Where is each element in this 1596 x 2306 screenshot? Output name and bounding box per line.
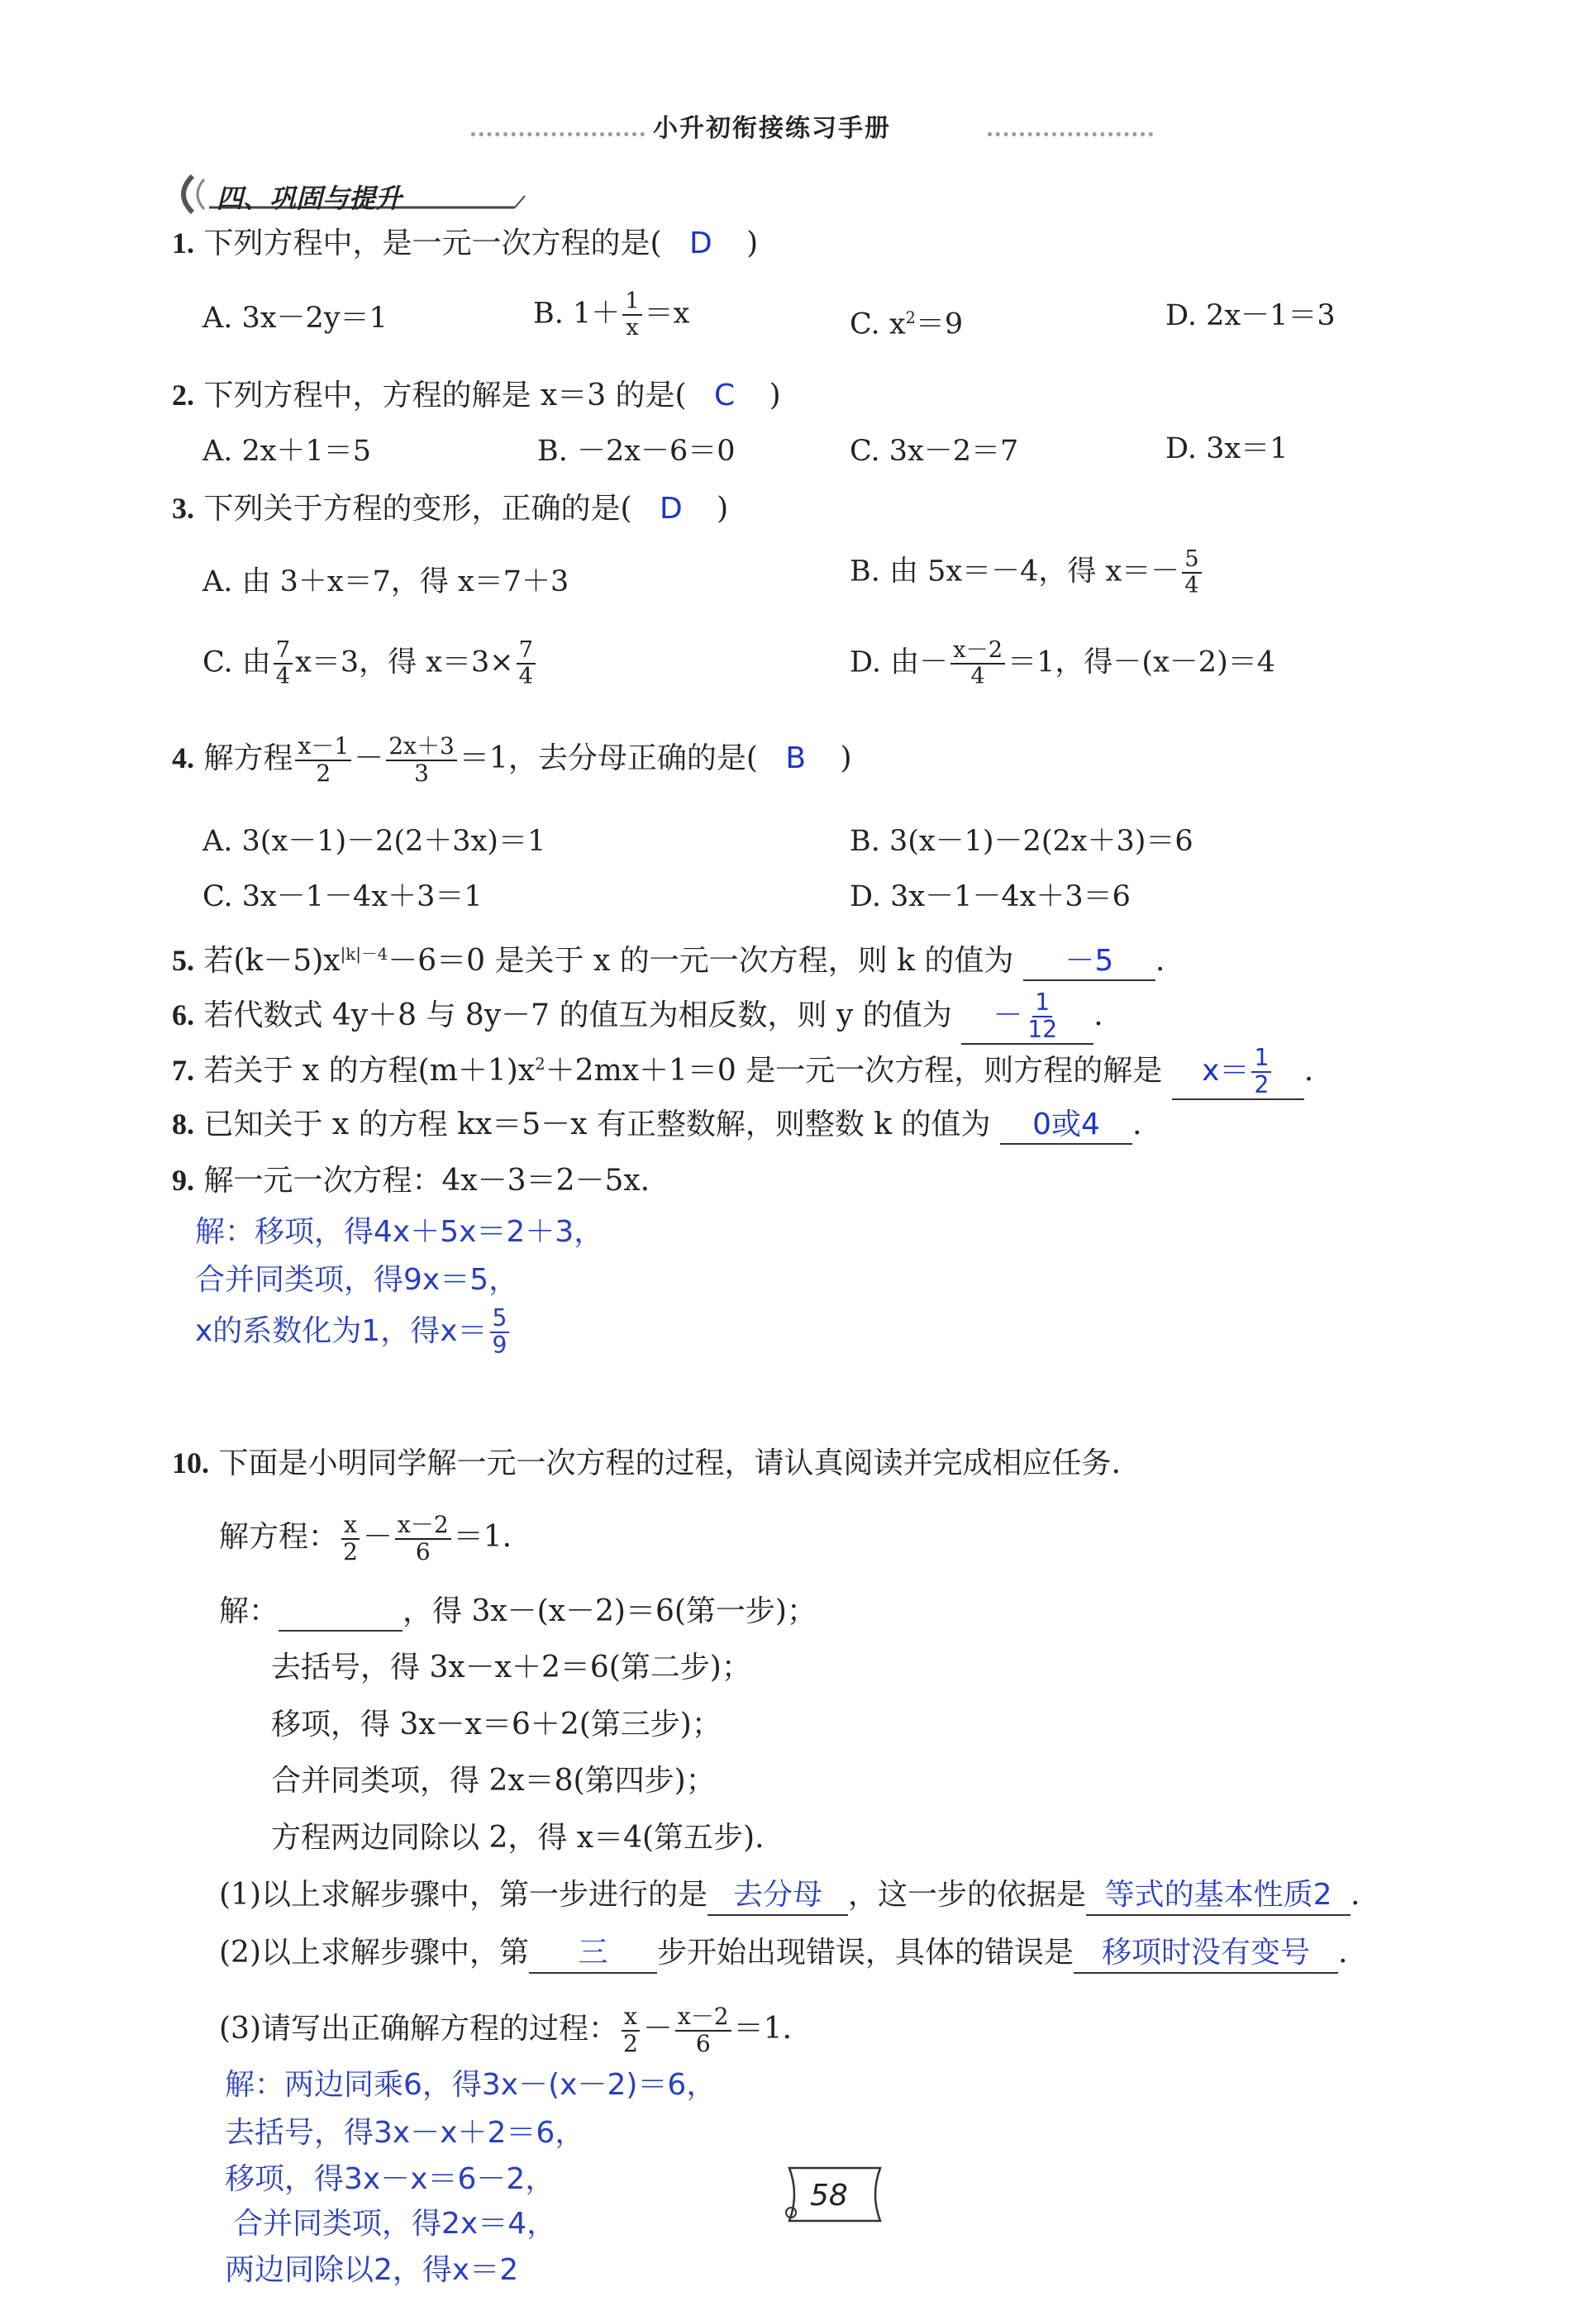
question-9: 9. 解一元一次方程：4x－3＝2－5x.: [172, 1164, 650, 1198]
solution-line: 移项，得3x－x＝6－2，: [225, 2162, 555, 2196]
solution-line: 去括号，得3x－x＋2＝6，: [225, 2116, 585, 2150]
part-3: (3)请写出正确解方程的过程： $\frac{x}{2}$ － $\frac{x-2}{6}$ ＝1.: [219, 2003, 793, 2057]
question-8: 8. 已知关于 x 的方程 kx＝5－x 有正整数解，则整数 k 的值为 0或4 .: [172, 1106, 1141, 1145]
option-b: B. －2x－6＝0: [537, 435, 736, 468]
answer-blank: [279, 1594, 403, 1632]
question-4: 4. 解方程 $\frac{x-1}{2}$ － $\frac{2x+3}{3}$ ＝1，去分母正确的是( B ): [172, 732, 852, 787]
question-1: [172, 225, 758, 262]
option-c: C. 3x－2＝7: [850, 435, 1019, 468]
answer-blank: x＝ $\frac{1}{2}$: [1172, 1046, 1304, 1100]
part-2: (2)以上求解步骤中，第 三 步开始出现错误，具体的错误是 移项时没有变号 .: [219, 1934, 1347, 1974]
answer-blank: 三: [529, 1934, 657, 1974]
answer-blank: －5: [1023, 943, 1155, 981]
answer-blank: － $\frac{1}{12}$: [961, 990, 1093, 1045]
solution-line: 合并同类项，得2x＝4，: [233, 2207, 557, 2241]
option-c: C. 3x－1－4x＋3＝1: [202, 880, 483, 913]
answer: C: [714, 379, 736, 412]
step-1: 解： ，得 3x－(x－2)＝6(第一步)；: [219, 1594, 817, 1632]
header-dotted-line-right: [988, 132, 1153, 141]
solution-line: 两边同除以2，得x＝2: [225, 2253, 519, 2287]
equation: 解方程： $\frac{x}{2}$ － $\frac{x-2}{6}$ ＝1.: [219, 1511, 512, 1565]
option-c: C. 由 $\frac{7}{4}$ x＝3，得 x＝3× $\frac{7}{4}$: [202, 638, 538, 689]
option-b: B. 3(x－1)－2(2x＋3)＝6: [850, 825, 1193, 858]
answer-blank: 等式的基本性质2: [1086, 1876, 1351, 1916]
step-4: 合并同类项，得 2x＝8(第四步)；: [271, 1764, 716, 1798]
option-b: B. 1＋ $\frac{1}{x}$ ＝x: [533, 288, 690, 341]
step-2: 去括号，得 3x－x＋2＝6(第二步)；: [271, 1651, 751, 1684]
option-d: D. 2x－1＝3: [1165, 299, 1336, 332]
question-2: 2. 下列方程中，方程的解是 x＝3 的是( C ): [172, 379, 781, 412]
question-text: 下列方程中，是一元一次方程的是(: [203, 226, 662, 260]
option-a: A. 2x＋1＝5: [202, 435, 372, 468]
question-number: 1.: [172, 226, 194, 260]
solution-line: 合并同类项，得9x＝5，: [195, 1263, 519, 1297]
page-number: 58: [810, 2179, 848, 2213]
solution-line: x的系数化为1，得x＝ $\frac{5}{9}$: [195, 1306, 512, 1359]
question-10: 10. 下面是小明同学解一元一次方程的过程，请认真阅读并完成相应任务.: [172, 1446, 1121, 1480]
answer-blank: 移项时没有变号: [1074, 1934, 1338, 1974]
question-3: 3. 下列关于方程的变形，正确的是( D ): [172, 492, 729, 526]
section-title: 四、巩固与提升: [217, 183, 403, 214]
answer-blank: 去分母: [707, 1876, 848, 1916]
question-7: 7. 若关于 x 的方程$(m+1)x^2+2mx+1=0$ 是一元一次方程，则方程的解是 x＝ $\frac{1}{2}$ .: [172, 1044, 1314, 1098]
header-dotted-line-left: [471, 132, 645, 141]
answer: D: [659, 492, 683, 526]
question-5: 5. 若$(k-5)x^{|k|-4}-6=0$ 是关于 x 的一元一次方程，则 k 的值为 －5 .: [172, 936, 1165, 981]
solution-line: 解：移项，得4x＋5x＝2＋3，: [195, 1215, 604, 1249]
option-c: C. $x^2=9$: [850, 307, 964, 341]
bracket-close: ): [746, 226, 759, 260]
step-5: 方程两边同除以 2，得 x＝4(第五步).: [271, 1821, 765, 1855]
option-b: B. 由 5x＝－4，得 x＝－ $\frac{5}{4}$: [850, 547, 1204, 598]
answer-blank: 0或4: [1000, 1107, 1132, 1145]
answer: D: [688, 226, 712, 260]
solution-line: 解：两边同乘6，得3x－(x－2)＝6，: [225, 2068, 717, 2102]
option-a: A. 由 3＋x＝7，得 x＝7＋3: [202, 565, 569, 598]
header-title: 小升初衔接练习手册: [653, 114, 891, 143]
option-a: A. 3(x－1)－2(2＋3x)＝1: [202, 825, 546, 858]
answer: B: [785, 741, 807, 775]
option-d: D. 由－ $\frac{x-2}{4}$ ＝1，得－(x－2)＝4: [850, 637, 1275, 690]
option-d: D. 3x＝1: [1165, 432, 1289, 465]
step-3: 移项，得 3x－x＝6＋2(第三步)；: [271, 1708, 722, 1741]
option-d: D. 3x－1－4x＋3＝6: [850, 880, 1131, 913]
option-a: A. 3x－2y＝1: [202, 302, 388, 335]
question-6: 6. 若代数式 4y＋8 与 8y－7 的值互为相反数，则 y 的值为 － $\frac{1}{12}$ .: [172, 989, 1103, 1043]
part-1: (1)以上求解步骤中，第一步进行的是 去分母 ，这一步的依据是 等式的基本性质2 .: [219, 1876, 1360, 1916]
